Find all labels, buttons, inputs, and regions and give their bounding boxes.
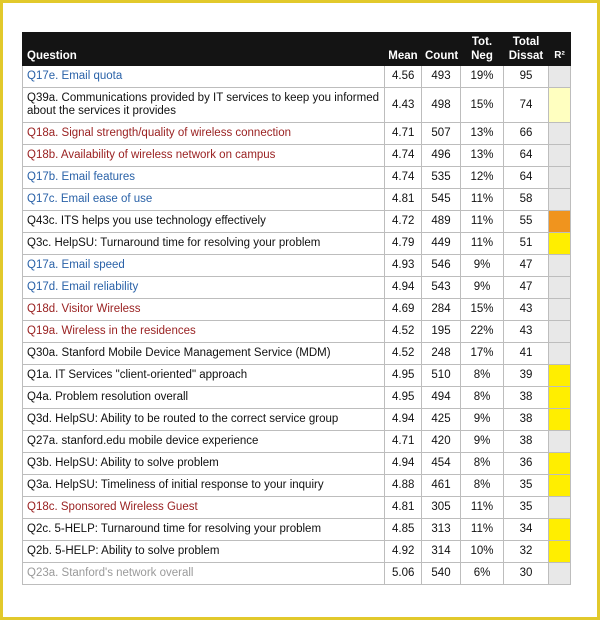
tot-neg-cell: 13% [461, 123, 504, 145]
tot-neg-cell: 10% [461, 541, 504, 563]
table-row [23, 475, 571, 497]
tot-neg-cell: 15% [461, 299, 504, 321]
table-row [23, 189, 571, 211]
mean-cell: 4.85 [385, 519, 422, 541]
r2-indicator-cell [549, 211, 571, 233]
question-cell: Q23a. Stanford's network overall [23, 563, 385, 585]
r2-indicator-cell [549, 519, 571, 541]
question-cell: Q39a. Communications provided by IT services to keep you informed about the services it provides [23, 88, 385, 123]
count-cell: 496 [422, 145, 461, 167]
r2-indicator-cell [549, 123, 571, 145]
mean-cell: 4.79 [385, 233, 422, 255]
question-cell: Q17c. Email ease of use [23, 189, 385, 211]
table-body [23, 66, 571, 585]
mean-cell: 4.95 [385, 387, 422, 409]
table-row [23, 123, 571, 145]
table-row [23, 343, 571, 365]
count-cell: 449 [422, 233, 461, 255]
tot-neg-cell: 9% [461, 277, 504, 299]
total-dissat-cell: 38 [504, 431, 549, 453]
tot-neg-cell: 11% [461, 189, 504, 211]
mean-cell: 4.71 [385, 431, 422, 453]
table-row [23, 365, 571, 387]
question-cell: Q18a. Signal strength/quality of wireless connection [23, 123, 385, 145]
question-cell: Q4a. Problem resolution overall [23, 387, 385, 409]
total-dissat-cell: 32 [504, 541, 549, 563]
r2-indicator-cell [549, 409, 571, 431]
table-row [23, 145, 571, 167]
r2-indicator-cell [549, 453, 571, 475]
mean-cell: 4.56 [385, 66, 422, 88]
table-row [23, 321, 571, 343]
r2-indicator-cell [549, 277, 571, 299]
count-cell: 535 [422, 167, 461, 189]
mean-cell: 4.43 [385, 88, 422, 123]
total-dissat-cell: 38 [504, 387, 549, 409]
mean-cell: 4.88 [385, 475, 422, 497]
count-cell: 420 [422, 431, 461, 453]
table-row [23, 431, 571, 453]
survey-results-table [22, 32, 571, 585]
table-row [23, 497, 571, 519]
question-cell: Q3c. HelpSU: Turnaround time for resolving your problem [23, 233, 385, 255]
total-dissat-cell: 55 [504, 211, 549, 233]
r2-indicator-cell [549, 66, 571, 88]
table-row [23, 255, 571, 277]
count-cell: 313 [422, 519, 461, 541]
total-dissat-cell: 34 [504, 519, 549, 541]
question-cell: Q17d. Email reliability [23, 277, 385, 299]
total-dissat-cell: 47 [504, 255, 549, 277]
r2-indicator-cell [549, 431, 571, 453]
mean-cell: 4.81 [385, 497, 422, 519]
tot-neg-cell: 19% [461, 66, 504, 88]
total-dissat-cell: 47 [504, 277, 549, 299]
count-cell: 540 [422, 563, 461, 585]
mean-cell: 4.94 [385, 409, 422, 431]
total-dissat-cell: 95 [504, 66, 549, 88]
count-cell: 461 [422, 475, 461, 497]
question-cell: Q17e. Email quota [23, 66, 385, 88]
table-row [23, 387, 571, 409]
r2-indicator-cell [549, 255, 571, 277]
mean-cell: 4.93 [385, 255, 422, 277]
table-row [23, 541, 571, 563]
table-row [23, 409, 571, 431]
r2-indicator-cell [549, 541, 571, 563]
total-dissat-cell: 38 [504, 409, 549, 431]
count-cell: 305 [422, 497, 461, 519]
question-cell: Q1a. IT Services "client-oriented" approach [23, 365, 385, 387]
r2-indicator-cell [549, 497, 571, 519]
tot-neg-cell: 11% [461, 497, 504, 519]
total-dissat-cell: 30 [504, 563, 549, 585]
tot-neg-cell: 13% [461, 145, 504, 167]
r2-indicator-cell [549, 563, 571, 585]
question-cell: Q17a. Email speed [23, 255, 385, 277]
question-cell: Q43c. ITS helps you use technology effectively [23, 211, 385, 233]
mean-cell: 4.92 [385, 541, 422, 563]
table-row [23, 277, 571, 299]
header-mean: Mean [385, 33, 422, 66]
question-cell: Q3a. HelpSU: Timeliness of initial response to your inquiry [23, 475, 385, 497]
mean-cell: 4.95 [385, 365, 422, 387]
tot-neg-cell: 15% [461, 88, 504, 123]
r2-indicator-cell [549, 475, 571, 497]
total-dissat-cell: 64 [504, 167, 549, 189]
total-dissat-cell: 43 [504, 321, 549, 343]
r2-indicator-cell [549, 167, 571, 189]
question-cell: Q2b. 5-HELP: Ability to solve problem [23, 541, 385, 563]
mean-cell: 4.74 [385, 145, 422, 167]
header-total-dissat-line1: Total [512, 36, 540, 48]
header-tot-neg-line2: Neg [471, 50, 493, 62]
mean-cell: 4.52 [385, 343, 422, 365]
r2-indicator-cell [549, 145, 571, 167]
r2-indicator-cell [549, 321, 571, 343]
tot-neg-cell: 11% [461, 211, 504, 233]
question-cell: Q18c. Sponsored Wireless Guest [23, 497, 385, 519]
question-cell: Q27a. stanford.edu mobile device experience [23, 431, 385, 453]
header-count: Count [422, 33, 461, 66]
count-cell: 314 [422, 541, 461, 563]
r2-indicator-cell [549, 299, 571, 321]
tot-neg-cell: 9% [461, 255, 504, 277]
mean-cell: 4.71 [385, 123, 422, 145]
mean-cell: 4.69 [385, 299, 422, 321]
total-dissat-cell: 66 [504, 123, 549, 145]
total-dissat-cell: 35 [504, 475, 549, 497]
count-cell: 248 [422, 343, 461, 365]
total-dissat-cell: 41 [504, 343, 549, 365]
count-cell: 546 [422, 255, 461, 277]
question-cell: Q2c. 5-HELP: Turnaround time for resolving your problem [23, 519, 385, 541]
tot-neg-cell: 12% [461, 167, 504, 189]
header-r2: R² [549, 33, 571, 66]
mean-cell: 4.72 [385, 211, 422, 233]
count-cell: 507 [422, 123, 461, 145]
count-cell: 498 [422, 88, 461, 123]
count-cell: 543 [422, 277, 461, 299]
tot-neg-cell: 8% [461, 453, 504, 475]
question-cell: Q30a. Stanford Mobile Device Management Service (MDM) [23, 343, 385, 365]
question-cell: Q3d. HelpSU: Ability to be routed to the correct service group [23, 409, 385, 431]
header-row [23, 33, 571, 66]
tot-neg-cell: 9% [461, 431, 504, 453]
total-dissat-cell: 35 [504, 497, 549, 519]
count-cell: 284 [422, 299, 461, 321]
table-row [23, 167, 571, 189]
mean-cell: 4.74 [385, 167, 422, 189]
question-cell: Q3b. HelpSU: Ability to solve problem [23, 453, 385, 475]
header-tot-neg [461, 33, 504, 66]
mean-cell: 4.94 [385, 453, 422, 475]
question-cell: Q18d. Visitor Wireless [23, 299, 385, 321]
mean-cell: 4.52 [385, 321, 422, 343]
tot-neg-cell: 11% [461, 519, 504, 541]
mean-cell: 5.06 [385, 563, 422, 585]
table-row [23, 299, 571, 321]
count-cell: 195 [422, 321, 461, 343]
mean-cell: 4.94 [385, 277, 422, 299]
total-dissat-cell: 51 [504, 233, 549, 255]
table-row [23, 66, 571, 88]
tot-neg-cell: 8% [461, 365, 504, 387]
count-cell: 425 [422, 409, 461, 431]
count-cell: 493 [422, 66, 461, 88]
r2-indicator-cell [549, 189, 571, 211]
header-total-dissat-line2: Dissat [508, 50, 544, 62]
total-dissat-cell: 43 [504, 299, 549, 321]
question-cell: Q17b. Email features [23, 167, 385, 189]
header-tot-neg-line1: Tot. [471, 36, 493, 48]
total-dissat-cell: 58 [504, 189, 549, 211]
question-cell: Q19a. Wireless in the residences [23, 321, 385, 343]
tot-neg-cell: 8% [461, 387, 504, 409]
table-row [23, 453, 571, 475]
tot-neg-cell: 9% [461, 409, 504, 431]
tot-neg-cell: 6% [461, 563, 504, 585]
total-dissat-cell: 36 [504, 453, 549, 475]
table-row [23, 211, 571, 233]
total-dissat-cell: 64 [504, 145, 549, 167]
tot-neg-cell: 11% [461, 233, 504, 255]
r2-indicator-cell [549, 88, 571, 123]
question-cell: Q18b. Availability of wireless network on campus [23, 145, 385, 167]
r2-indicator-cell [549, 365, 571, 387]
count-cell: 545 [422, 189, 461, 211]
table-row [23, 88, 571, 123]
header-question: Question [23, 33, 385, 66]
mean-cell: 4.81 [385, 189, 422, 211]
count-cell: 489 [422, 211, 461, 233]
count-cell: 454 [422, 453, 461, 475]
table-row [23, 233, 571, 255]
tot-neg-cell: 8% [461, 475, 504, 497]
count-cell: 510 [422, 365, 461, 387]
count-cell: 494 [422, 387, 461, 409]
total-dissat-cell: 39 [504, 365, 549, 387]
table-row [23, 563, 571, 585]
r2-indicator-cell [549, 233, 571, 255]
r2-indicator-cell [549, 343, 571, 365]
total-dissat-cell: 74 [504, 88, 549, 123]
tot-neg-cell: 22% [461, 321, 504, 343]
tot-neg-cell: 17% [461, 343, 504, 365]
table-row [23, 519, 571, 541]
header-total-dissat [504, 33, 549, 66]
r2-indicator-cell [549, 387, 571, 409]
